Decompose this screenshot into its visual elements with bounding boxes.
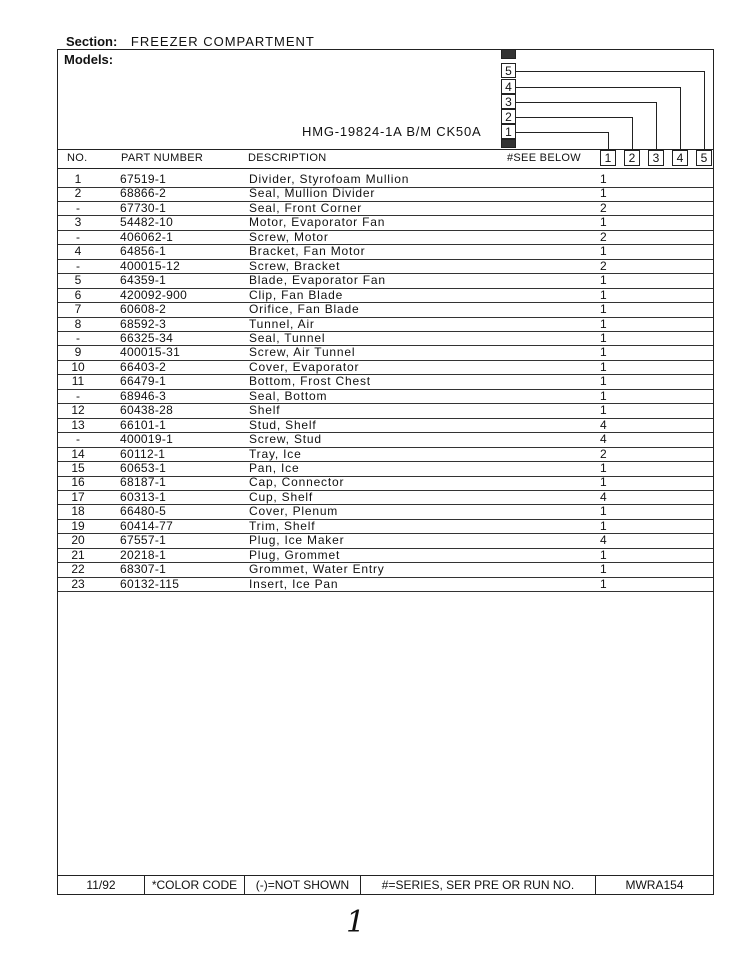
row-quantity: 1 — [600, 359, 607, 374]
row-number: 16 — [71, 475, 85, 490]
model-box-footer — [501, 139, 516, 148]
table-row — [58, 244, 713, 260]
row-description: Cover, Plenum — [249, 504, 339, 519]
table-row — [58, 548, 713, 564]
footer-series: #=SERIES, SER PRE OR RUN NO. — [361, 876, 596, 895]
table-row — [58, 288, 713, 304]
row-quantity: 1 — [600, 302, 607, 317]
row-part-number: 60653-1 — [120, 461, 167, 475]
row-description: Seal, Mullion Divider — [249, 186, 376, 201]
row-description: Cup, Shelf — [249, 489, 314, 504]
table-row — [58, 186, 713, 202]
row-description: Seal, Front Corner — [249, 200, 363, 215]
row-part-number: 67730-1 — [120, 200, 167, 215]
row-number: 14 — [71, 446, 85, 461]
row-part-number: 60414-77 — [120, 518, 174, 533]
row-quantity: 1 — [600, 316, 607, 331]
row-part-number: 400019-1 — [120, 432, 174, 447]
row-description: Motor, Evaporator Fan — [249, 215, 386, 230]
see-below-box-3: 3 — [648, 150, 664, 166]
row-quantity: 1 — [600, 518, 607, 533]
row-description: Insert, Ice Pan — [249, 576, 339, 591]
row-number: 22 — [71, 562, 85, 577]
row-quantity: 1 — [600, 273, 607, 288]
model-box-3: 3 — [501, 94, 516, 109]
row-quantity: 1 — [600, 504, 607, 519]
see-below-box-1: 1 — [600, 150, 616, 166]
row-part-number: 60438-28 — [120, 403, 174, 418]
row-description: Plug, Ice Maker — [249, 533, 345, 548]
table-row — [58, 172, 713, 188]
row-description: Blade, Evaporator Fan — [249, 273, 386, 288]
table-row — [58, 447, 713, 463]
row-number: 8 — [74, 316, 82, 331]
model-box-header — [501, 49, 516, 59]
row-quantity: 2 — [600, 446, 607, 461]
row-description: Screw, Motor — [249, 229, 329, 244]
row-quantity: 4 — [600, 533, 607, 548]
row-number: - — [76, 229, 80, 244]
row-description: Orifice, Fan Blade — [249, 302, 360, 317]
row-part-number: 68866-2 — [120, 186, 167, 201]
table-row — [58, 403, 713, 419]
row-quantity: 1 — [600, 576, 607, 591]
row-description: Seal, Bottom — [249, 388, 328, 403]
row-part-number: 68307-1 — [120, 562, 167, 577]
table-row — [58, 577, 713, 593]
row-quantity: 1 — [600, 330, 607, 345]
row-description: Stud, Shelf — [249, 417, 317, 432]
table-row — [58, 201, 713, 217]
row-quantity: 1 — [600, 172, 607, 186]
row-part-number: 400015-12 — [120, 258, 181, 273]
row-number: - — [76, 432, 80, 447]
row-number: - — [76, 330, 80, 345]
row-part-number: 67557-1 — [120, 533, 167, 548]
table-row — [58, 345, 713, 361]
row-description: Screw, Stud — [249, 432, 322, 447]
table-row — [58, 461, 713, 477]
table-row — [58, 504, 713, 520]
row-number: 3 — [74, 215, 82, 230]
row-quantity: 1 — [600, 562, 607, 577]
row-description: Bracket, Fan Motor — [249, 244, 366, 259]
model-box-1: 1 — [501, 124, 516, 139]
row-quantity: 1 — [600, 186, 607, 201]
row-number: 9 — [74, 345, 82, 360]
row-quantity: 2 — [600, 229, 607, 244]
row-description: Grommet, Water Entry — [249, 562, 385, 577]
row-number: 21 — [71, 547, 85, 562]
row-part-number: 60112-1 — [120, 446, 166, 461]
models-label: Models: — [64, 52, 114, 67]
row-part-number: 68946-3 — [120, 388, 167, 403]
table-row — [58, 317, 713, 333]
table-row — [58, 273, 713, 289]
table-row — [58, 389, 713, 405]
row-part-number: 68592-3 — [120, 316, 167, 331]
row-part-number: 60313-1 — [120, 489, 167, 504]
row-description: Tray, Ice — [249, 446, 302, 461]
model-box-2: 2 — [501, 109, 516, 124]
row-quantity: 1 — [600, 388, 607, 403]
section-heading — [66, 34, 315, 49]
row-quantity: 4 — [600, 489, 607, 504]
row-quantity: 4 — [600, 417, 607, 432]
col-header-no: NO. — [67, 152, 88, 164]
row-description: Seal, Tunnel — [249, 330, 326, 345]
row-part-number: 20218-1 — [120, 547, 167, 562]
row-number: 2 — [74, 186, 82, 201]
row-number: - — [76, 200, 80, 215]
table-row — [58, 259, 713, 275]
section-value: FREEZER COMPARTMENT — [130, 34, 315, 49]
row-number: - — [76, 258, 80, 273]
col-header-description: DESCRIPTION — [248, 152, 327, 164]
table-row — [58, 215, 713, 231]
row-part-number: 66480-5 — [120, 504, 167, 519]
row-description: Screw, Air Tunnel — [249, 345, 356, 360]
row-part-number: 64359-1 — [120, 273, 167, 288]
footer-bar — [58, 875, 713, 895]
row-description: Cap, Connector — [249, 475, 345, 490]
row-part-number: 60608-2 — [120, 302, 167, 317]
row-part-number: 67519-1 — [120, 172, 167, 186]
row-quantity: 1 — [600, 244, 607, 259]
see-below-box-5: 5 — [696, 150, 712, 166]
row-number: 18 — [71, 504, 85, 519]
row-description: Pan, Ice — [249, 461, 300, 475]
row-part-number: 68187-1 — [120, 475, 167, 490]
row-quantity: 1 — [600, 287, 607, 302]
row-description: Bottom, Frost Chest — [249, 374, 371, 389]
row-part-number: 64856-1 — [120, 244, 167, 259]
footer-not-shown: (-)=NOT SHOWN — [245, 876, 361, 895]
row-part-number: 406062-1 — [120, 229, 174, 244]
row-number: 11 — [71, 374, 85, 389]
row-quantity: 1 — [600, 547, 607, 562]
row-number: 19 — [71, 518, 85, 533]
row-part-number: 54482-10 — [120, 215, 174, 230]
row-description: Divider, Styrofoam Mullion — [249, 172, 410, 186]
row-description: Clip, Fan Blade — [249, 287, 344, 302]
table-row — [58, 432, 713, 448]
row-number: 20 — [71, 533, 85, 548]
row-description: Plug, Grommet — [249, 547, 341, 562]
row-quantity: 1 — [600, 461, 607, 475]
footer-doc-number: MWRA154 — [625, 878, 684, 892]
row-part-number: 400015-31 — [120, 345, 181, 360]
table-row — [58, 533, 713, 549]
page-number-mark: 1 — [346, 905, 366, 940]
model-box-4: 4 — [501, 79, 516, 94]
row-number: 15 — [71, 461, 85, 475]
table-row — [58, 519, 713, 535]
row-quantity: 1 — [600, 374, 607, 389]
table-row — [58, 374, 713, 390]
row-part-number: 60132-115 — [120, 576, 180, 591]
row-part-number: 66479-1 — [120, 374, 167, 389]
row-part-number: 66403-2 — [120, 359, 167, 374]
table-row — [58, 360, 713, 376]
row-quantity: 1 — [600, 475, 607, 490]
row-number: - — [76, 388, 80, 403]
row-quantity: 1 — [600, 215, 607, 230]
row-quantity: 2 — [600, 258, 607, 273]
row-description: Screw, Bracket — [249, 258, 341, 273]
table-row — [58, 490, 713, 506]
table-row — [58, 475, 713, 491]
table-row — [58, 331, 713, 347]
row-quantity: 4 — [600, 432, 607, 447]
table-row — [58, 418, 713, 434]
header-bottom-rule — [58, 168, 713, 169]
row-number: 13 — [71, 417, 85, 432]
col-header-part-number: PART NUMBER — [121, 152, 204, 164]
row-part-number: 66101-1 — [120, 417, 167, 432]
table-row — [58, 302, 713, 318]
row-number: 6 — [74, 287, 82, 302]
table-row — [58, 562, 713, 578]
row-number: 12 — [71, 403, 85, 418]
row-part-number: 420092-900 — [120, 287, 188, 302]
row-part-number: 66325-34 — [120, 330, 174, 345]
row-quantity: 2 — [600, 200, 607, 215]
col-header-see-below: #SEE BELOW — [507, 152, 581, 164]
row-description: Tunnel, Air — [249, 316, 315, 331]
row-number: 5 — [74, 273, 82, 288]
row-quantity: 1 — [600, 345, 607, 360]
row-description: Cover, Evaporator — [249, 359, 360, 374]
row-number: 23 — [71, 576, 85, 591]
footer-date: 11/92 — [58, 876, 145, 895]
row-number: 4 — [74, 244, 82, 259]
row-description: Shelf — [249, 403, 281, 418]
row-description: Trim, Shelf — [249, 518, 316, 533]
row-number: 17 — [71, 489, 85, 504]
row-number: 7 — [74, 302, 82, 317]
row-quantity: 1 — [600, 403, 607, 418]
model-number: HMG-19824-1A B/M CK50A — [302, 124, 482, 139]
footer-color-code: *COLOR CODE — [145, 876, 245, 895]
row-number: 1 — [74, 172, 82, 186]
row-number: 10 — [71, 359, 85, 374]
model-box-5: 5 — [501, 63, 516, 78]
see-below-box-2: 2 — [624, 150, 640, 166]
table-row — [58, 230, 713, 246]
see-below-box-4: 4 — [672, 150, 688, 166]
section-label: Section: — [66, 34, 118, 49]
